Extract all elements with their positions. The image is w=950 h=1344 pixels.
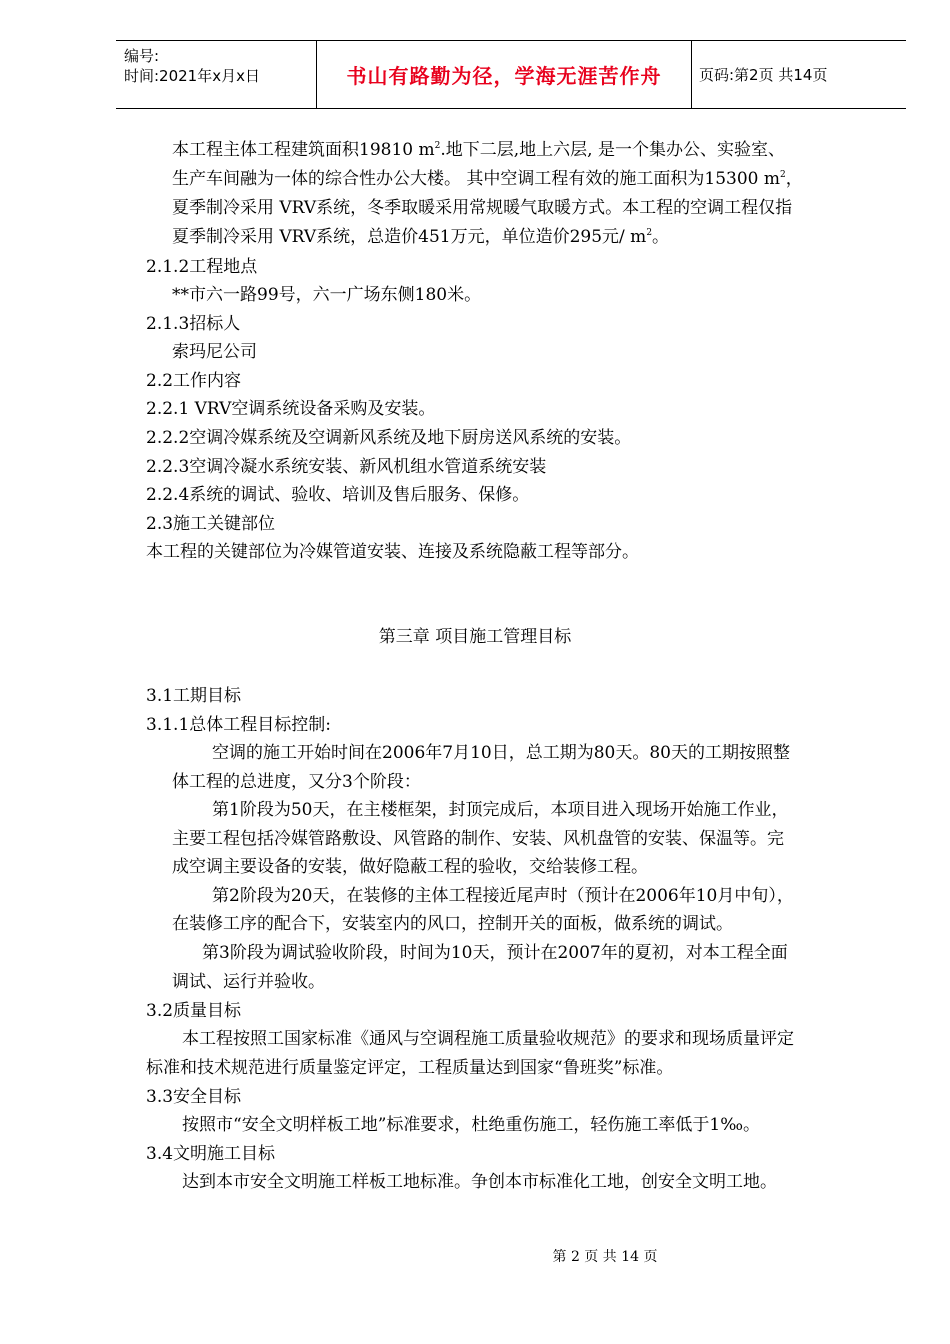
paragraph-line: 按照市“安全文明样板工地”标准要求，杜绝重伤施工，轻伤施工率低于1‰。 [182,1115,761,1135]
paragraph-line: 本工程按照工国家标准《通风与空调程施工质量验收规范》的要求和现场质量评定 [182,1029,794,1049]
paragraph-line: 标准和技术规范进行质量鉴定评定，工程质量达到国家“鲁班奖”标准。 [146,1058,674,1078]
paragraph-line: 达到本市安全文明施工样板工地标准。争创本市标准化工地，创安全文明工地。 [182,1172,777,1192]
paragraph-line: 夏季制冷采用 VRV系统，冬季取暖采用常规暖气取暖方式。本工程的空调工程仅指 [172,198,793,218]
paragraph-line: 第1阶段为50天，在主楼框架，封顶完成后，本项目进入现场开始施工作业， [212,800,789,820]
section-heading: 2.3施工关键部位 [146,514,276,534]
section-heading: 3.2质量目标 [146,1001,242,1021]
header-motto-cell [316,41,692,108]
header-meta [116,41,316,108]
page-footer: 第 2 页 共 14 页 [552,1249,658,1265]
section-heading: 3.4文明施工目标 [146,1144,276,1164]
paragraph-line: 生产车间融为一体的综合性办公大楼。 其中空调工程有效的施工面积为15300 $m^2$， [172,169,803,189]
section-heading: 3.1工期目标 [146,686,242,706]
paragraph-line: 成空调主要设备的安装，做好隐蔽工程的验收，交给装修工程。 [172,857,648,877]
chapter-title: 第三章 项目施工管理目标 [378,627,572,647]
motto: 书山有路勤为径，学海无涯苦作舟 [346,64,662,88]
paragraph-line: 在装修工序的配合下，安装室内的风口，控制开关的面板，做系统的调试。 [172,914,733,934]
page-header [116,40,906,109]
paragraph-line: **市六一路99号，六一广场东侧180米。 [172,285,482,305]
paragraph-line: 第3阶段为调试验收阶段，时间为10天，预计在2007年的夏初，对本工程全面 [202,943,788,963]
list-item: 2.2.1 VRV空调系统设备采购及安装。 [146,399,436,419]
section-heading: 3.1.1总体工程目标控制: [146,715,331,735]
list-item: 2.2.4系统的调试、验收、培训及售后服务、保修。 [146,485,530,505]
code-label: 编号: [124,47,160,65]
paragraph-line: 调试、运行并验收。 [172,972,325,992]
paragraph-line: 主要工程包括冷媒管路敷设、风管路的制作、安装、风机盘管的安装、保温等。完 [172,829,784,849]
paragraph-line: 索玛尼公司 [172,342,257,362]
section-heading: 2.1.3招标人 [146,314,241,334]
paragraph-line: 夏季制冷采用 VRV系统，总造价451万元，单位造价295元/ $m^2$。 [172,227,670,247]
list-item: 2.2.2空调冷媒系统及空调新风系统及地下厨房送风系统的安装。 [146,428,632,448]
section-heading: 2.2工作内容 [146,371,242,391]
section-heading: 3.3安全目标 [146,1087,242,1107]
date-label: 时间:2021年x月x日 [124,67,260,85]
paragraph-line: 空调的施工开始时间在2006年7月10日，总工期为80天。80天的工期按照整 [212,743,790,763]
paragraph-line: 体工程的总进度，又分3个阶段： [172,772,421,792]
page-info: 页码:第2页 共14页 [699,66,828,84]
header-page-cell [691,41,906,108]
section-heading: 2.1.2工程地点 [146,257,258,277]
list-item: 2.2.3空调冷凝水系统安装、新风机组水管道系统安装 [146,457,547,477]
paragraph-line: 第2阶段为20天，在装修的主体工程接近尾声时（预计在2006年10月中旬）， [212,886,794,906]
paragraph-line: 本工程的关键部位为冷媒管道安装、连接及系统隐蔽工程等部分。 [146,542,639,562]
paragraph-line: 本工程主体工程建筑面积19810 $m^2$.地下二层,地上六层, 是一个集办公、实验室、 [172,140,785,160]
